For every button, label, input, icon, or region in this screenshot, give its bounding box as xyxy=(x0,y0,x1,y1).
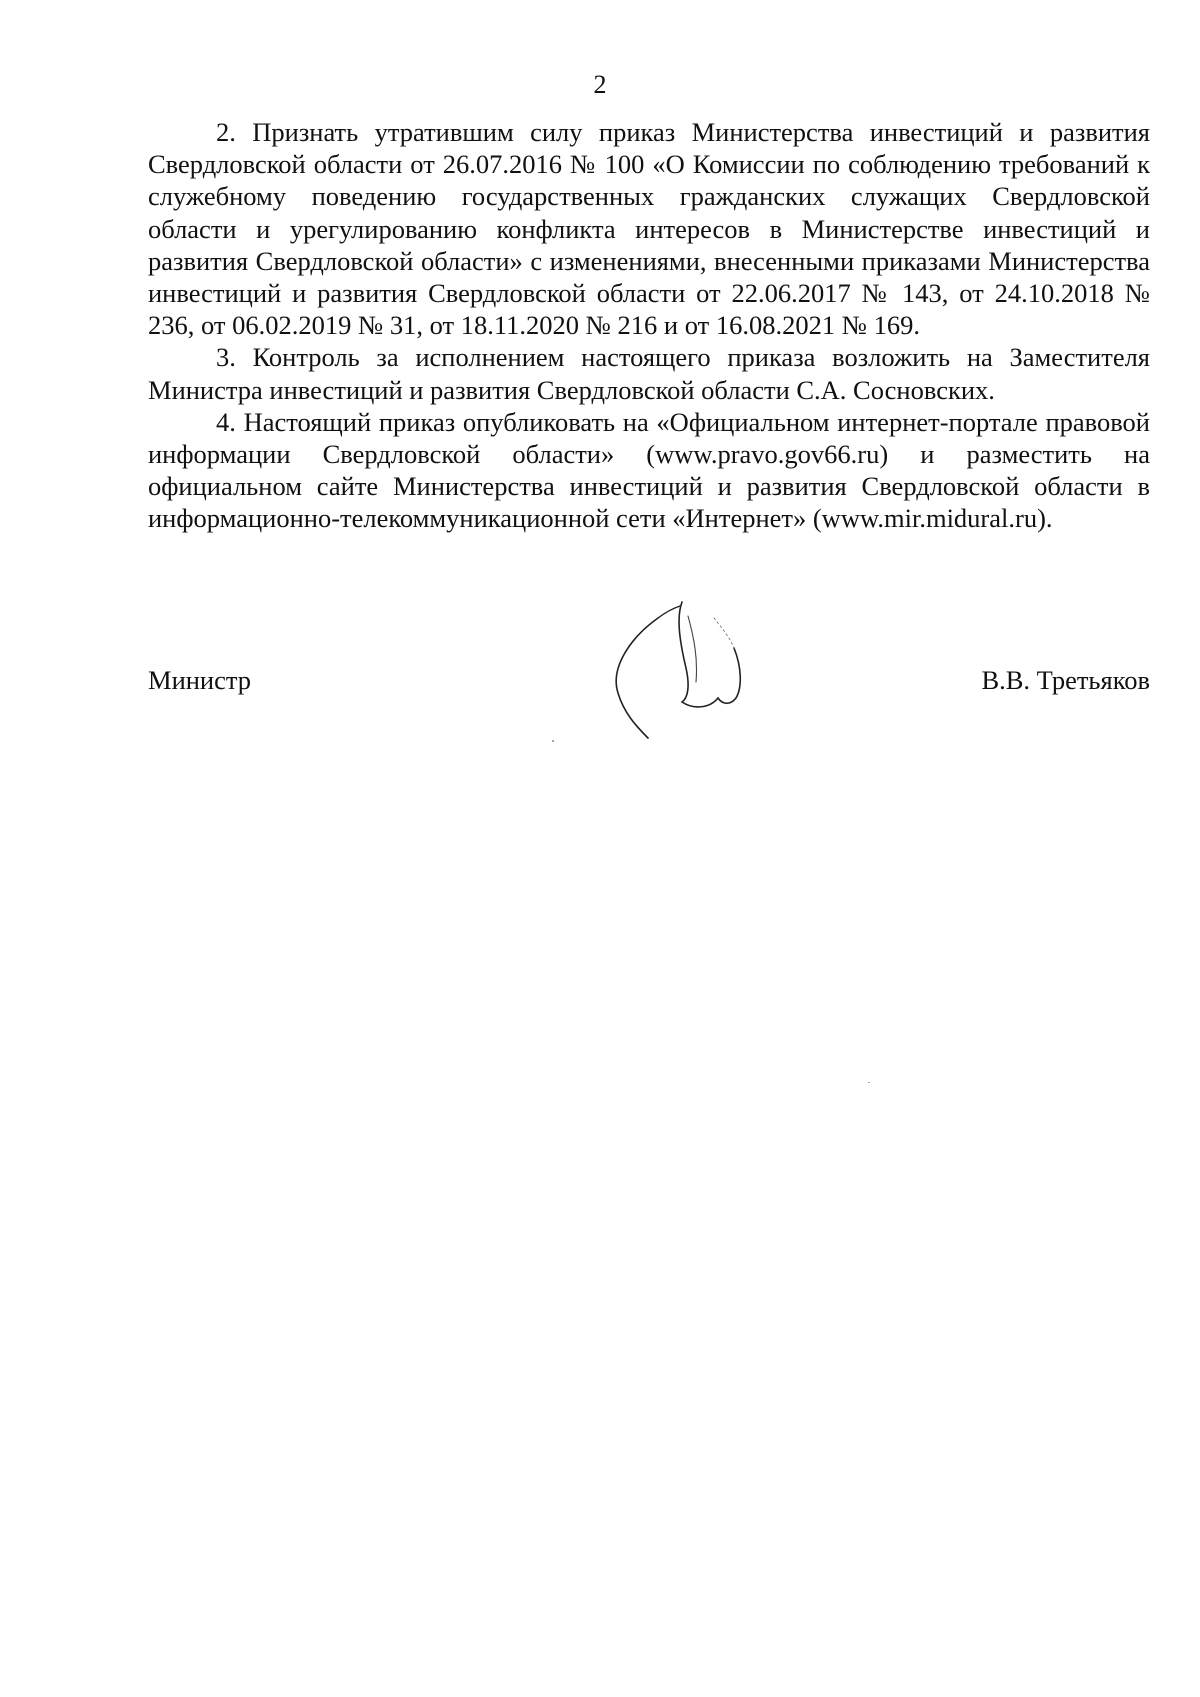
scan-speck xyxy=(868,1082,870,1083)
paragraph-4-publication: 4. Настоящий приказ опубликовать на «Официальном интернет-портале правовой информации Свердловской области» (www.pravo.gov66.ru) и разместить на официальном сайте Министерства инвестиций и развития Свердловской области в информационно-телекоммуникационной сети «Интернет» (www.mir.midural.ru). xyxy=(148,406,1150,534)
signer-position: Министр xyxy=(148,665,252,695)
handwritten-signature xyxy=(610,598,780,748)
scan-speck xyxy=(552,740,554,742)
paragraph-3-control: 3. Контроль за исполнением настоящего приказа возложить на Заместителя Министра инвестиций и развития Свердловской области С.А. Сосновских. xyxy=(148,342,1150,405)
page-number: 2 xyxy=(593,70,607,99)
document-body xyxy=(148,116,1150,535)
signer-name: В.В. Третьяков xyxy=(981,665,1150,695)
paragraph-2-repeal-order: 2. Признать утратившим силу приказ Министерства инвестиций и развития Свердловской области от 26.07.2016 № 100 «О Комиссии по соблюдению требований к служебному поведению государственных гражданских служащих Свердловской области и урегулированию конфликта интересов в Министерстве инвестиций и развития Свердловской области» с изменениями, внесенными приказами Министерства инвестиций и развития Свердловской области от 22.06.2017 № 143, от 24.10.2018 № 236, от 06.02.2019 № 31, от 18.11.2020 № 216 и от 16.08.2021 № 169. xyxy=(148,117,1150,341)
